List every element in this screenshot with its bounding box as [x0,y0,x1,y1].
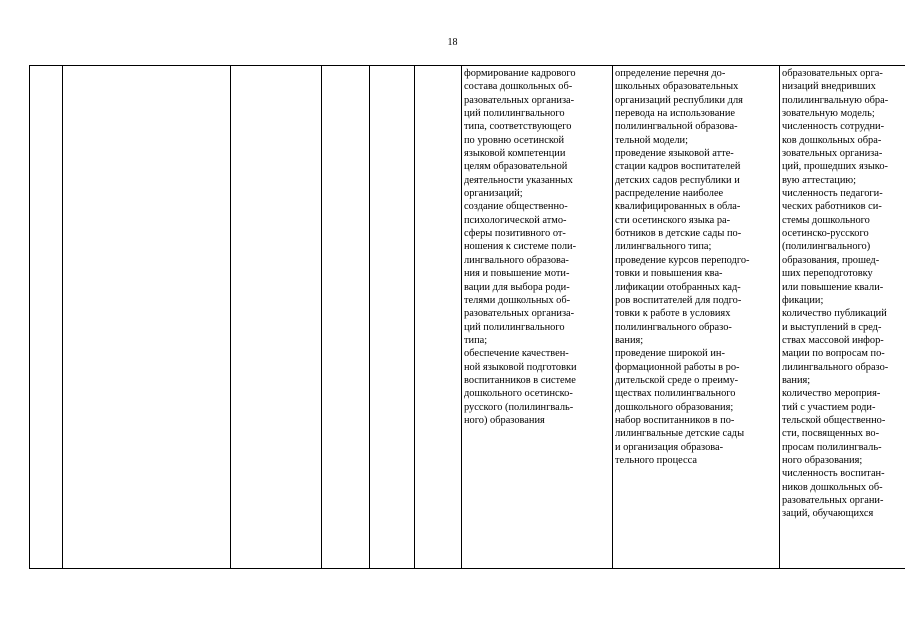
text-line: проведение курсов переподго- [615,254,750,266]
text-line: набор воспитанников в по- [615,414,735,426]
text-line: осетинско-русского [782,228,869,240]
text-line: ров воспитателей для подго- [615,294,742,306]
text-line: ного) образования [464,414,545,426]
text-line: ников дошкольных об- [782,481,883,493]
text-line: тий с участием роди- [782,401,876,413]
text-line: зовательную модель; [782,108,875,120]
measures-text [464,67,610,427]
text-line: организаций; [464,188,523,200]
text-line: разовательных органи- [782,495,884,506]
text-line: дошкольного образования; [615,401,734,413]
text-line: ческих работников си- [782,201,882,213]
text-line: проведение широкой ин- [615,348,725,360]
text-line: детских садов республики и [615,174,740,186]
text-line: лилингвальные детские сады [615,428,745,440]
measures-table [29,65,905,569]
text-line: вания; [615,334,644,346]
text-line: языковой компетенции [464,148,566,160]
text-line: состава дошкольных об- [464,81,573,93]
empty-cell [415,66,462,569]
empty-cell [63,66,231,569]
text-line: тельного процесса [615,454,697,466]
text-line: сти осетинского языка ра- [615,214,731,226]
text-line: и организация образова- [615,441,724,453]
text-line: типа; [464,334,488,346]
indicators-cell [780,66,905,569]
text-line: русского (полилингваль- [464,401,574,413]
text-line: товки к работе в условиях [615,308,731,320]
indicators-text [782,67,905,521]
text-line: лингвального образова- [464,254,569,266]
empty-cell [322,66,370,569]
text-line: зовательных организа- [782,148,883,160]
text-line: формирование кадрового [464,68,576,79]
text-line: лилингвального типа; [615,241,712,253]
text-line: тельской общественно- [782,414,886,426]
text-line: определение перечня до- [615,68,726,79]
text-line: распределение наиболее [615,188,724,200]
text-line: вации для выбора роди- [464,281,570,293]
text-line: образовательных орга- [782,68,883,79]
text-line: типа, соответствующего [464,121,572,133]
table-row [30,66,905,569]
text-line: сферы позитивного от- [464,228,566,240]
text-line: целям образовательной [464,161,568,173]
text-line: численность сотрудни- [782,121,885,133]
empty-cell [231,66,322,569]
text-line: вания; [782,374,811,386]
text-line: школьных образовательных [615,81,739,93]
activities-cell [613,66,780,569]
text-line: формационной работы в ро- [615,361,740,373]
page-number: 18 [447,37,458,48]
text-line: заций, обучающихся [782,508,874,520]
text-line: воспитанников в системе [464,374,576,386]
text-line: количество мероприя- [782,388,881,400]
text-line: дошкольного осетинско- [464,388,573,400]
text-line: перевода на использование [615,108,736,120]
activities-text [615,67,777,467]
text-line: дительской среде о преиму- [615,374,739,386]
text-line: телями дошкольных об- [464,294,571,306]
text-line: квалифицированных в обла- [615,201,741,213]
text-line: полилингвальной образова- [615,121,738,133]
text-line: создание общественно- [464,201,568,213]
text-line: проведение языковой атте- [615,148,734,160]
text-line: организаций республики для [615,94,743,106]
empty-cell [370,66,415,569]
text-line: деятельности указанных [464,174,573,186]
text-line: психологической атмо- [464,214,567,226]
empty-cell [30,66,63,569]
text-line: ношения к системе поли- [464,241,577,253]
text-line: ной языковой подготовки [464,361,577,373]
text-line: полилингвального образо- [615,321,732,333]
text-line: просам полилингваль- [782,441,882,453]
text-line: ботников в детские сады по- [615,228,742,240]
text-line: разовательных организа- [464,308,575,320]
text-line: низаций внедривших [782,81,876,93]
text-line: сти, посвященных во- [782,428,880,440]
text-line: лификации отобранных кад- [615,281,741,293]
text-line: ций полилингвального [464,108,565,120]
text-line: численность педагоги- [782,188,883,200]
text-line: или повышение квали- [782,281,884,293]
text-line: количество публикаций [782,308,887,320]
text-line: по уровню осетинской [464,134,565,146]
text-line: стации кадров воспитателей [615,161,741,173]
text-line: лилингвального образо- [782,361,889,373]
text-line: ших переподготовку [782,268,873,280]
text-line: тельной модели; [615,134,688,146]
text-line: численность воспитан- [782,468,885,480]
text-line: образования, прошед- [782,254,880,266]
text-line: ния и повышение моти- [464,268,570,280]
text-line: ществах полилингвального [615,388,736,400]
text-line: ков дошкольных обра- [782,134,882,146]
text-line: стемы дошкольного [782,214,870,226]
text-line: ций полилингвального [464,321,565,333]
text-line: разовательных организа- [464,94,575,106]
text-line: ций, прошедших языко- [782,161,888,173]
text-line: и выступлений в сред- [782,321,882,333]
text-line: фикации; [782,294,824,306]
text-line: ствах массовой инфор- [782,334,884,346]
text-line: товки и повышения ква- [615,268,723,280]
text-line: мации по вопросам по- [782,348,885,360]
text-line: (полилингвального) [782,241,871,253]
text-line: полилингвальную обра- [782,94,889,106]
text-line: ного образования; [782,454,863,466]
text-line: обеспечение качествен- [464,348,569,360]
measures-cell [462,66,613,569]
text-line: вую аттестацию; [782,174,857,186]
